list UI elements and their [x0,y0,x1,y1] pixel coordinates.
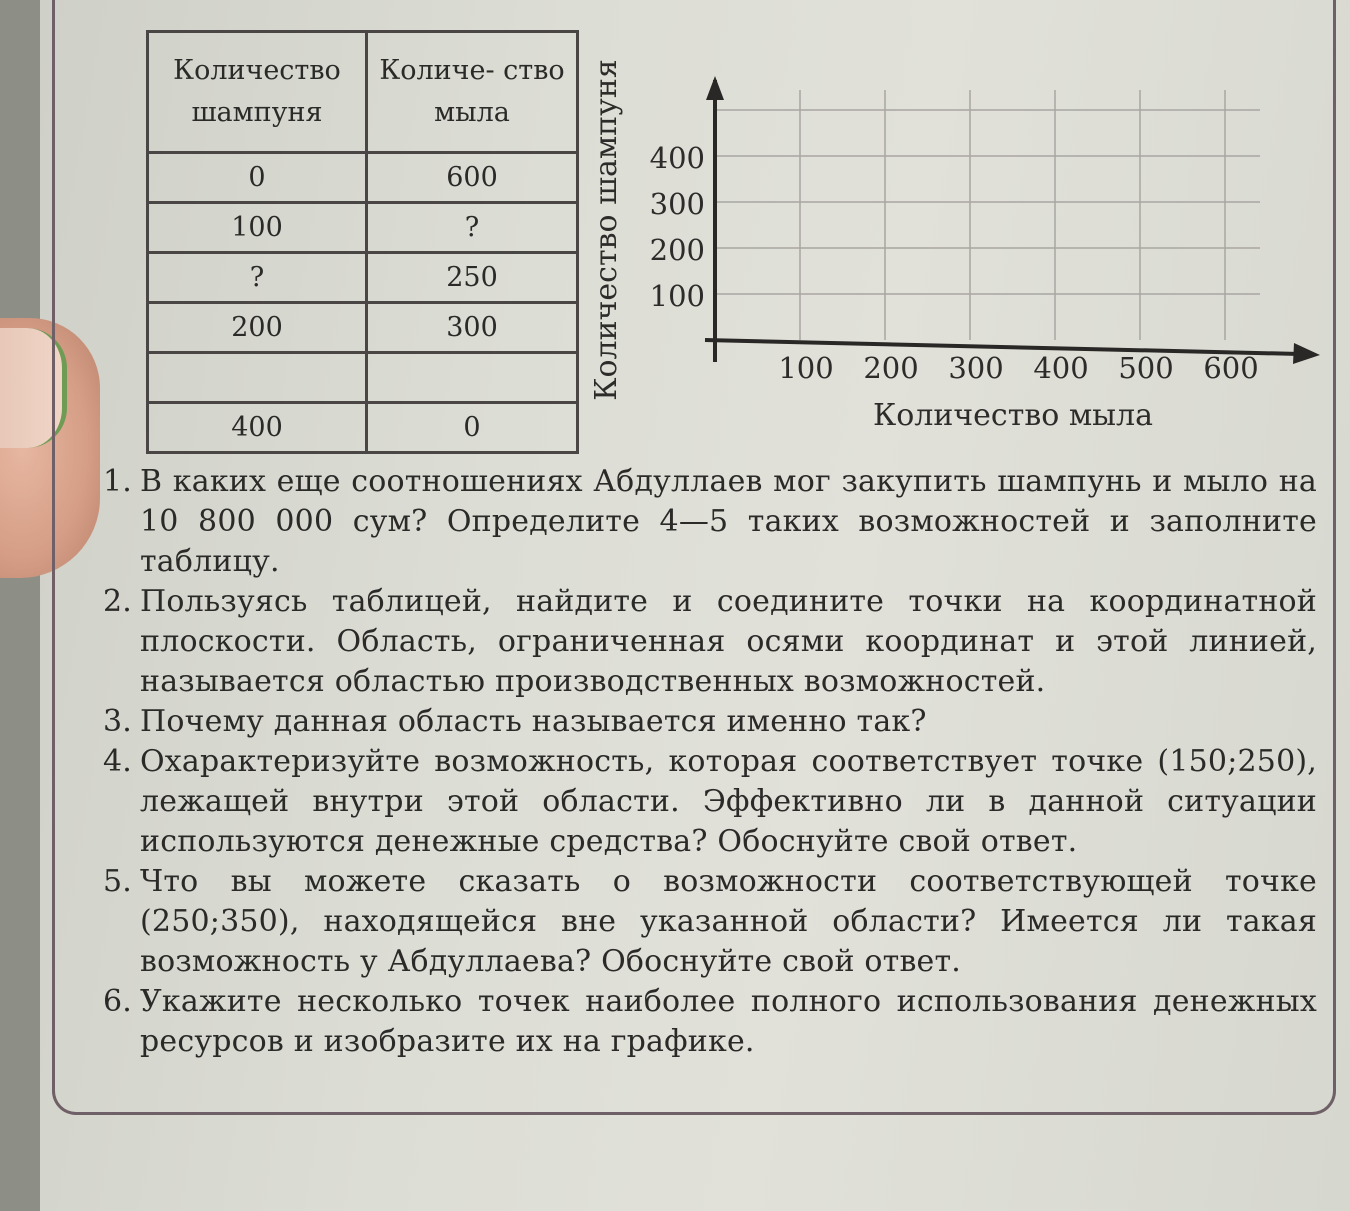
question-text: Охарактеризуйте возможность, которая соответствует точке (150;250), лежащей внутри этой области. Эффективно ли в данной ситуации используются денежные средства? Обоснуйте свой ответ. [140,744,1317,859]
x-axis-label: Количество мыла [873,398,1153,433]
table-row [148,303,578,353]
question-item [92,462,1317,582]
question-number: 2. [102,584,132,619]
x-tick-label: 100 [778,351,834,385]
y-axis-label: Количество шампуня [589,59,624,401]
question-number: 3. [102,704,132,739]
x-tick-label: 300 [948,351,1004,385]
cell-shampoo: 200 [148,303,367,353]
table-row [148,403,578,453]
table-row [148,153,578,203]
x-tick-label: 600 [1203,351,1259,385]
cell-soap [367,353,578,403]
table-row [148,253,578,303]
question-item [92,742,1317,862]
cell-soap: 0 [367,403,578,453]
question-text: Пользуясь таблицей, найдите и соедините точки на координатной плоскости. Область, ограниченная осями координат и этой линией, называется областью производственных возможностей. [140,584,1317,699]
header-soap: Количе- ство мыла [367,32,578,153]
x-tick-label: 500 [1118,351,1174,385]
cell-shampoo: 400 [148,403,367,453]
x-tick-label: 400 [1033,351,1089,385]
cell-shampoo: 0 [148,153,367,203]
cell-shampoo [148,353,367,403]
question-text: Что вы можете сказать о возможности соответствующей точке (250;350), находящейся вне указанной области? Имеется ли такая возможность у Абдуллаева? Обоснуйте свой ответ. [140,864,1317,979]
question-item [92,982,1317,1062]
table-header-row [148,32,578,153]
y-tick-label: 200 [649,233,705,267]
chart-grid [715,90,1260,340]
data-table [146,30,579,454]
chart-ticks [650,141,1259,385]
question-number: 5. [102,864,132,899]
table-row [148,353,578,403]
header-shampoo: Количество шампуня [148,32,367,153]
cell-soap: ? [367,203,578,253]
question-text: Укажите несколько точек наиболее полного использования денежных ресурсов и изобразите их на графике. [140,984,1317,1059]
question-item [92,862,1317,982]
cell-shampoo: ? [148,253,367,303]
y-tick-label: 100 [649,279,705,313]
question-number: 6. [102,984,132,1019]
x-tick-label: 200 [863,351,919,385]
cell-soap: 300 [367,303,578,353]
question-item [92,582,1317,702]
chart-axes [705,76,1320,364]
cell-soap: 250 [367,253,578,303]
cell-shampoo: 100 [148,203,367,253]
question-text: В каких еще соотношениях Абдуллаев мог закупить шампунь и мыло на 10 800 000 сум? Определите 4—5 таких возможностей и заполните таблицу. [140,464,1317,579]
question-number: 4. [102,744,132,779]
coordinate-chart [580,40,1340,460]
question-item [92,702,1317,742]
x-axis-arrow [1293,343,1320,364]
questions-list [92,462,1317,1062]
question-text: Почему данная область называется именно так? [140,704,927,739]
question-number: 1. [102,464,132,499]
y-tick-label: 300 [649,187,705,221]
y-tick-label: 400 [649,141,705,175]
table-row [148,203,578,253]
y-axis-arrow [706,76,724,100]
cell-soap: 600 [367,153,578,203]
